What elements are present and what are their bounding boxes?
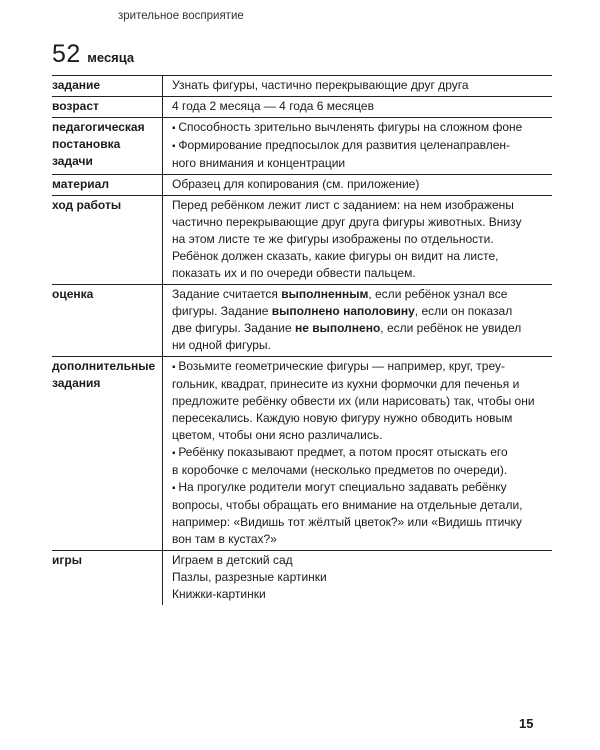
goal-bullet-2: ▪ Формирование предпосылок для развития целенаправлен- <box>172 137 552 155</box>
extra-line: вон там в кустах?» <box>172 532 277 546</box>
row-evaluation <box>52 285 552 357</box>
label-material: материал <box>52 175 163 195</box>
evaluation-line <box>172 320 552 337</box>
extra-bullet-1: ▪ Возьмите геометрические фигуры — например, круг, треу- <box>172 358 552 376</box>
age-unit: месяца <box>87 50 135 65</box>
label-goal-line: постановка задачи <box>52 137 121 168</box>
procedure-line: на этом листе те же фигуры изображены по отдельности. <box>172 232 494 246</box>
procedure-line: Ребёнок должен сказать, какие фигуры он видит на листе, <box>172 249 499 263</box>
game-item: Играем в детский сад <box>172 553 293 567</box>
content-task: Узнать фигуры, частично перекрывающие друг друга <box>172 78 469 92</box>
label-extra-line: задания <box>52 376 101 390</box>
game-item: Книжки-картинки <box>172 587 266 601</box>
evaluation-line <box>172 286 552 303</box>
evaluation-text: две фигуры. Задание <box>172 321 295 335</box>
content-age: 4 года 2 месяца — 4 года 6 месяцев <box>172 99 374 113</box>
label-task: задание <box>52 76 163 96</box>
extra-line: предложите ребёнку обвести их (или нарисовать) так, чтобы они <box>172 394 535 408</box>
row-games <box>52 551 552 605</box>
row-procedure <box>52 196 552 285</box>
extra-line: вопросы, чтобы обращать его внимание на отдельные детали, <box>172 498 523 512</box>
label-age: возраст <box>52 97 163 117</box>
label-extra-line: дополнительные <box>52 359 156 373</box>
content-material: Образец для копирования (см. приложение) <box>172 177 420 191</box>
row-goal <box>52 118 552 175</box>
content-goal <box>163 118 552 174</box>
evaluation-text: фигуры. Задание <box>172 304 272 318</box>
evaluation-text: , если ребёнок узнал все <box>368 287 508 301</box>
content-extra <box>163 357 552 550</box>
content-evaluation <box>163 285 552 356</box>
extra-line: гольник, квадрат, принесите из кухни формочки для печенья и <box>172 377 520 391</box>
evaluation-text: Задание считается <box>172 287 282 301</box>
label-games: игры <box>52 551 163 605</box>
procedure-line: показать их и по очереди обвести пальцем. <box>172 266 416 280</box>
extra-bullet-3: ▪ На прогулке родители могут специально задавать ребёнку <box>172 479 552 497</box>
extra-line: пересекались. Каждую новую фигуру нужно обводить новым <box>172 411 513 425</box>
goal-bullet-1: ▪ Способность зрительно вычленять фигуры на сложном фоне <box>172 119 552 137</box>
age-number: 52 <box>52 40 81 68</box>
row-task <box>52 76 552 97</box>
evaluation-line: ни одной фигуры. <box>172 338 271 352</box>
evaluation-bold: выполненным <box>281 287 369 301</box>
extra-line: в коробочке с мелочами (несколько предметов по очереди). <box>172 463 508 477</box>
row-material <box>52 175 552 196</box>
row-extra <box>52 357 552 551</box>
content-games <box>163 551 552 605</box>
extra-line: цветом, чтобы они ясно различались. <box>172 428 383 442</box>
content-procedure <box>163 196 552 284</box>
evaluation-text: , если ребёнок не увидел <box>380 321 522 335</box>
procedure-line: частично перекрывающие друг друга фигуры животных. Внизу <box>172 215 522 229</box>
label-evaluation: оценка <box>52 285 163 356</box>
evaluation-line <box>172 303 552 320</box>
game-item: Пазлы, разрезные картинки <box>172 570 327 584</box>
label-procedure: ход работы <box>52 196 163 284</box>
label-extra <box>52 357 163 550</box>
evaluation-bold: выполнено наполовину <box>271 304 415 318</box>
row-age <box>52 97 552 118</box>
page-number: 15 <box>519 716 534 731</box>
running-header: зрительное восприятие <box>118 10 244 22</box>
page-title <box>52 40 134 69</box>
extra-line: например: «Видишь тот жёлтый цветок?» или «Видишь птичку <box>172 515 522 529</box>
label-goal <box>52 118 163 174</box>
label-goal-line: педагогическая <box>52 120 145 134</box>
evaluation-text: , если он показал <box>414 304 513 318</box>
extra-bullet-2: ▪ Ребёнку показывают предмет, а потом просят отыскать его <box>172 444 552 462</box>
goal-bullet-2-cont: ного внимания и концентрации <box>172 156 346 170</box>
evaluation-bold: не выполнено <box>294 321 381 335</box>
procedure-line: Перед ребёнком лежит лист с заданием: на нем изображены <box>172 198 514 212</box>
task-table <box>52 75 552 605</box>
